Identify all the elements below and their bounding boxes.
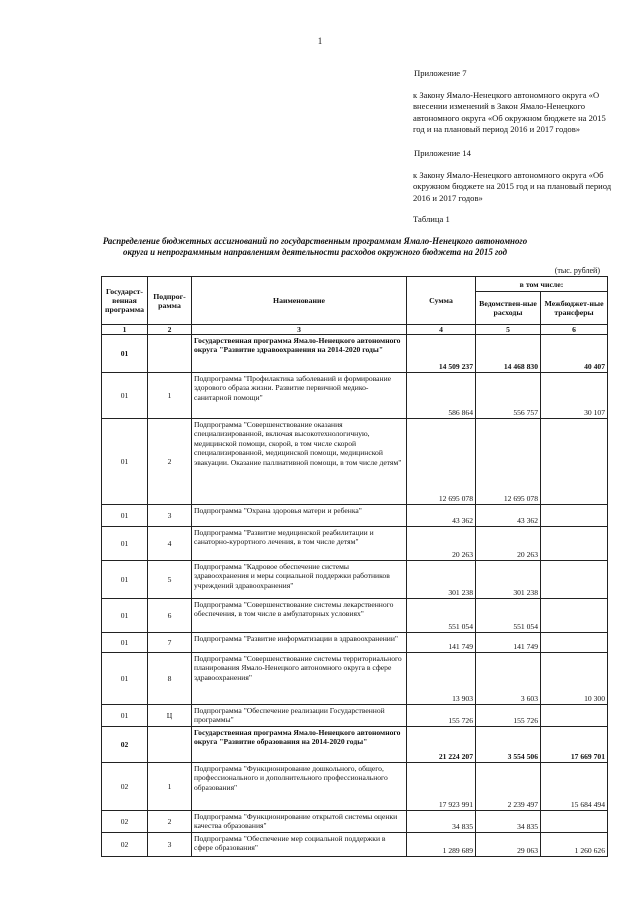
- header-sum: Сумма: [407, 277, 476, 325]
- header-including: в том числе:: [476, 277, 608, 292]
- subprogram-code-cell: 3: [148, 505, 192, 527]
- name-cell: Подпрограмма "Функционирование дошкольного, общего, профессионального и дополнительного профессионального образования": [192, 763, 407, 811]
- header-name: Наименование: [192, 277, 407, 325]
- program-code-cell: 01: [102, 419, 148, 505]
- subprogram-code-cell: [148, 335, 192, 373]
- transfer-cell: [541, 527, 608, 561]
- subprogram-code-cell: [148, 727, 192, 763]
- table-body: [102, 335, 608, 857]
- column-index: 2: [148, 325, 192, 335]
- table-row: [102, 335, 608, 373]
- program-code-cell: 01: [102, 599, 148, 633]
- name-cell: Подпрограмма "Кадровое обеспечение системы здравоохранения и меры социальной поддержки работников учреждений здравоохранения": [192, 561, 407, 599]
- appendix-7-block: [413, 68, 613, 136]
- departmental-cell: 141 749: [476, 633, 541, 653]
- departmental-cell: 34 835: [476, 811, 541, 833]
- table-row: [102, 833, 608, 857]
- departmental-cell: 3 554 506: [476, 727, 541, 763]
- appendix-7-text: к Закону Ямало-Ненецкого автономного округа «О внесении изменений в Закон Ямало-Ненецкого автономного округа «Об окружном бюджете на 2015 год и на плановый период 2016 и 2017 годов»: [413, 89, 606, 134]
- program-code-cell: 01: [102, 335, 148, 373]
- sum-cell: 17 923 991: [407, 763, 476, 811]
- sum-cell: 1 289 689: [407, 833, 476, 857]
- table-row: [102, 811, 608, 833]
- departmental-cell: 301 238: [476, 561, 541, 599]
- units-label: (тыс. рублей): [554, 266, 600, 275]
- table-row: [102, 705, 608, 727]
- table-row: [102, 633, 608, 653]
- document-title: Распределение бюджетных ассигнований по государственным программам Ямало-Ненецкого автономного округа и непрограммным направлениям деятельности расходов окружного бюджета на 2015 год: [102, 236, 528, 257]
- subprogram-code-cell: Ц: [148, 705, 192, 727]
- sum-cell: 551 054: [407, 599, 476, 633]
- subprogram-code-cell: 4: [148, 527, 192, 561]
- sum-cell: 20 263: [407, 527, 476, 561]
- departmental-cell: 20 263: [476, 527, 541, 561]
- program-code-cell: 02: [102, 833, 148, 857]
- subprogram-code-cell: 1: [148, 373, 192, 419]
- table-row: [102, 505, 608, 527]
- program-code-cell: 01: [102, 653, 148, 705]
- name-cell: Подпрограмма "Профилактика заболеваний и формирование здорового образа жизни. Развитие первичной медико-санитарной помощи": [192, 373, 407, 419]
- departmental-cell: 551 054: [476, 599, 541, 633]
- name-cell: Подпрограмма "Совершенствование системы территориального планирования Ямало-Ненецкого автономного округа в сфере здравоохранения": [192, 653, 407, 705]
- transfer-cell: 10 300: [541, 653, 608, 705]
- sum-cell: 12 695 078: [407, 419, 476, 505]
- appendix-14-text: к Закону Ямало-Ненецкого автономного округа «Об окружном бюджете на 2015 год и на плановый период 2016 и 2017 годов»: [413, 169, 612, 203]
- subprogram-code-cell: 2: [148, 419, 192, 505]
- name-cell: Подпрограмма "Совершенствование системы лекарственного обеспечения, в том числе в амбулаторных условиях": [192, 599, 407, 633]
- table-row: [102, 599, 608, 633]
- transfer-cell: 15 684 494: [541, 763, 608, 811]
- program-code-cell: 01: [102, 705, 148, 727]
- departmental-cell: 14 468 830: [476, 335, 541, 373]
- table-label: Таблица 1: [413, 214, 450, 224]
- subprogram-code-cell: 8: [148, 653, 192, 705]
- column-index: 6: [541, 325, 608, 335]
- table-row: [102, 419, 608, 505]
- departmental-cell: 3 603: [476, 653, 541, 705]
- transfer-cell: [541, 633, 608, 653]
- program-code-cell: 01: [102, 505, 148, 527]
- column-index-row: [102, 325, 608, 335]
- column-index: 4: [407, 325, 476, 335]
- name-cell: Подпрограмма "Обеспечение реализации Государственной программы": [192, 705, 407, 727]
- name-cell: Подпрограмма "Совершенствование оказания специализированной, включая высокотехнологичную, медицинской помощи, скорой, в том числе скорой специализированной, медицинской помощи, медицинской эвакуации. Оказание паллиативной помощи, в том числе детям": [192, 419, 407, 505]
- table-row: [102, 373, 608, 419]
- header-transfers: Межбюджет-ные трансферы: [541, 292, 608, 325]
- transfer-cell: [541, 419, 608, 505]
- page-number: 1: [317, 36, 323, 46]
- name-cell: Подпрограмма "Функционирование открытой системы оценки качества образования": [192, 811, 407, 833]
- name-cell: Подпрограмма "Развитие медицинской реабилитации и санаторно-курортного лечения, в том числе детям": [192, 527, 407, 561]
- table-row: [102, 727, 608, 763]
- appendix-7-title: Приложение 7: [414, 68, 467, 78]
- column-index: 3: [192, 325, 407, 335]
- transfer-cell: 40 407: [541, 335, 608, 373]
- name-cell: Подпрограмма "Развитие информатизации в здравоохранении": [192, 633, 407, 653]
- table-row: [102, 561, 608, 599]
- sum-cell: 586 864: [407, 373, 476, 419]
- table-row: [102, 653, 608, 705]
- header-subprogram: Подпрог-рамма: [148, 277, 192, 325]
- departmental-cell: 155 726: [476, 705, 541, 727]
- sum-cell: 21 224 207: [407, 727, 476, 763]
- departmental-cell: 12 695 078: [476, 419, 541, 505]
- table-row: [102, 763, 608, 811]
- name-cell: Государственная программа Ямало-Ненецкого автономного округа "Развитие образования на 2014-2020 годы": [192, 727, 407, 763]
- transfer-cell: [541, 705, 608, 727]
- table-row: [102, 527, 608, 561]
- subprogram-code-cell: 1: [148, 763, 192, 811]
- name-cell: Подпрограмма "Охрана здоровья матери и ребенка": [192, 505, 407, 527]
- transfer-cell: 1 260 626: [541, 833, 608, 857]
- subprogram-code-cell: 5: [148, 561, 192, 599]
- appendix-14-title: Приложение 14: [414, 148, 471, 158]
- column-index: 5: [476, 325, 541, 335]
- transfer-cell: [541, 599, 608, 633]
- departmental-cell: 29 063: [476, 833, 541, 857]
- program-code-cell: 01: [102, 633, 148, 653]
- subprogram-code-cell: 3: [148, 833, 192, 857]
- subprogram-code-cell: 6: [148, 599, 192, 633]
- sum-cell: 34 835: [407, 811, 476, 833]
- transfer-cell: [541, 811, 608, 833]
- sum-cell: 141 749: [407, 633, 476, 653]
- transfer-cell: 30 107: [541, 373, 608, 419]
- program-code-cell: 01: [102, 527, 148, 561]
- name-cell: Подпрограмма "Обеспечение мер социальной поддержки в сфере образования": [192, 833, 407, 857]
- program-code-cell: 01: [102, 561, 148, 599]
- transfer-cell: 17 669 701: [541, 727, 608, 763]
- departmental-cell: 556 757: [476, 373, 541, 419]
- departmental-cell: 43 362: [476, 505, 541, 527]
- column-index: 1: [102, 325, 148, 335]
- sum-cell: 14 509 237: [407, 335, 476, 373]
- transfer-cell: [541, 505, 608, 527]
- departmental-cell: 2 239 497: [476, 763, 541, 811]
- sum-cell: 43 362: [407, 505, 476, 527]
- sum-cell: 13 903: [407, 653, 476, 705]
- sum-cell: 301 238: [407, 561, 476, 599]
- program-code-cell: 02: [102, 763, 148, 811]
- budget-table: [101, 276, 608, 857]
- program-code-cell: 01: [102, 373, 148, 419]
- header-program: Государст-венная программа: [102, 277, 148, 325]
- program-code-cell: 02: [102, 811, 148, 833]
- program-code-cell: 02: [102, 727, 148, 763]
- subprogram-code-cell: 7: [148, 633, 192, 653]
- subprogram-code-cell: 2: [148, 811, 192, 833]
- sum-cell: 155 726: [407, 705, 476, 727]
- header-departmental: Ведомствен-ные расходы: [476, 292, 541, 325]
- name-cell: Государственная программа Ямало-Ненецкого автономного округа "Развитие здравоохранения на 2014-2020 годы": [192, 335, 407, 373]
- appendix-14-block: [413, 148, 613, 204]
- transfer-cell: [541, 561, 608, 599]
